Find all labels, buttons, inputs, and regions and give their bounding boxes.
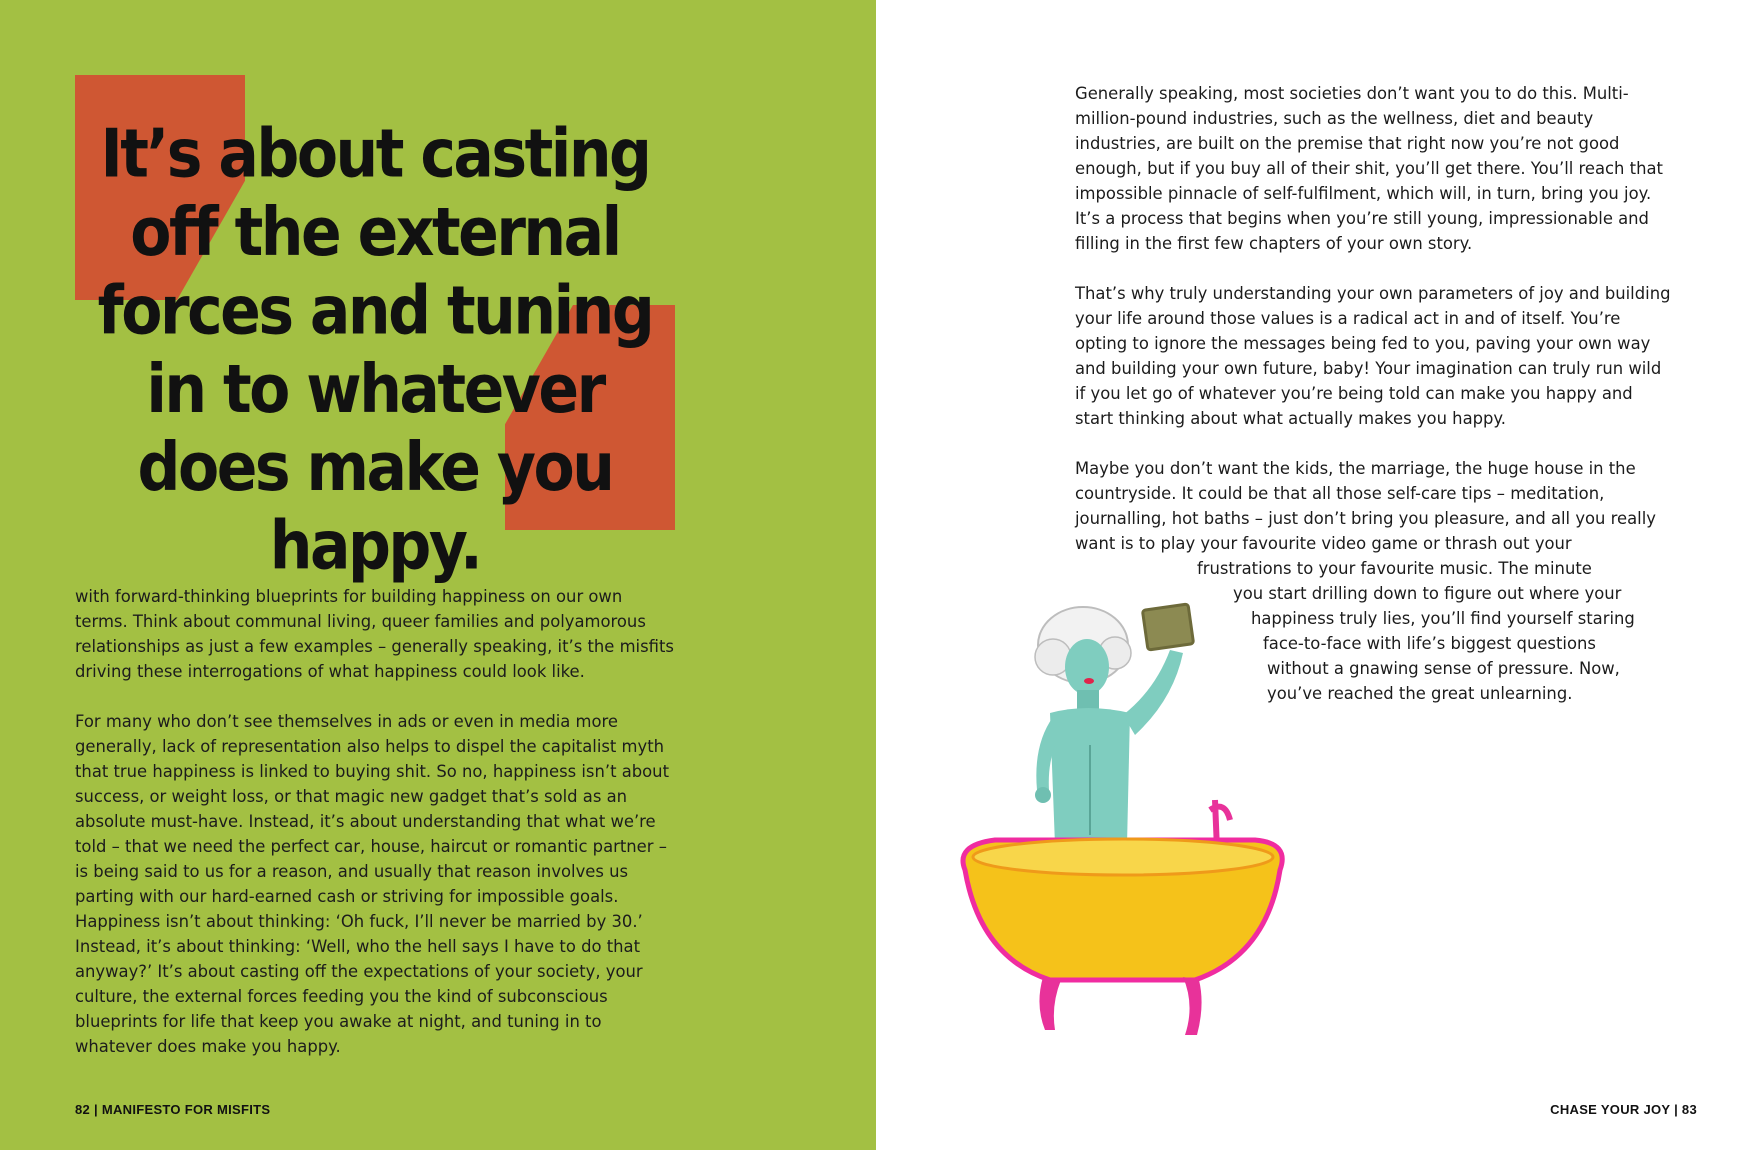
right-paragraph-1: Generally speaking, most societies don’t want you to do this. Multi-million-pound industries, such as the wellness, diet and beauty industries, are built on the premise that right now you’re not good enough, but if you buy all of their shit, you’ll get there. You’ll reach that impossible pinnacle of self-fulfilment, which will, in turn, bring you joy. It’s a process that begins when you’re still young, impressionable and filling in the first few chapters of your own story. bbox=[1075, 84, 1663, 253]
left-paragraph-2: For many who don’t see themselves in ads or even in media more generally, lack of representation also helps to dispel the capitalist myth that true happiness is linked to buying shit. So no, happiness isn’t about success, or weight loss, or that magic new gadget that’s sold as an absolute must-have. Instead, it’s about understanding that what we’re told – that we need the perfect car, house, haircut or romantic partner – is being said to us for a reason, and usually that reason involves us parting with our hard-earned cash or striving for impossible goals. Happiness isn’t about thinking: ‘Oh fuck, I’ll never be married by 30.’ Instead, it’s about thinking: ‘Well, who the hell says I have to do that anyway?’ It’s about casting off the expectations of your society, your culture, the external forces feeding you the kind of subconscious blueprints for life that keep you awake at night, and tuning in to whatever does make you happy. bbox=[75, 712, 670, 1056]
wrap-line-1: frustrations to your favourite music. The minute bbox=[1197, 559, 1592, 578]
bathtub-selfie-illustration bbox=[955, 595, 1295, 1055]
left-paragraph-1: with forward-thinking blueprints for building happiness on our own terms. Think about communal living, queer families and polyamorous relationships as just a few examples – generally speaking, it’s the misfits driving these interrogations of what happiness could look like. bbox=[75, 587, 674, 681]
wrap-line-6: you’ve reached the great unlearning. bbox=[1267, 684, 1573, 703]
pull-quote: It’s about casting off the external forces and tuning in to whatever does make you happy. bbox=[97, 115, 653, 586]
left-body-text bbox=[75, 584, 675, 1059]
right-paragraph-3: Maybe you don’t want the kids, the marriage, the huge house in the countryside. It could be that all those self-care tips – meditation, journalling, hot baths – just don’t bring you pleasure, and all you really want is to play your favourite video game or thrash out your bbox=[1075, 459, 1656, 553]
right-page-footer: CHASE YOUR JOY | 83 bbox=[1550, 1102, 1697, 1117]
left-page-footer: 82 | MANIFESTO FOR MISFITS bbox=[75, 1102, 271, 1117]
wrap-line-4: face-to-face with life’s biggest questions bbox=[1263, 634, 1596, 653]
wrap-line-5: without a gnawing sense of pressure. Now, bbox=[1267, 659, 1620, 678]
right-paragraph-2: That’s why truly understanding your own parameters of joy and building your life around those values is a radical act in and of itself. You’re opting to ignore the messages being fed to you, paving your own way and building your own future, baby! Your imagination can truly run wild if you let go of whatever you’re being told can make you happy and start thinking about what actually makes you happy. bbox=[1075, 284, 1671, 428]
wrap-line-3: happiness truly lies, you’ll find yourself staring bbox=[1251, 609, 1635, 628]
wrap-line-2: you start drilling down to figure out where your bbox=[1233, 584, 1622, 603]
